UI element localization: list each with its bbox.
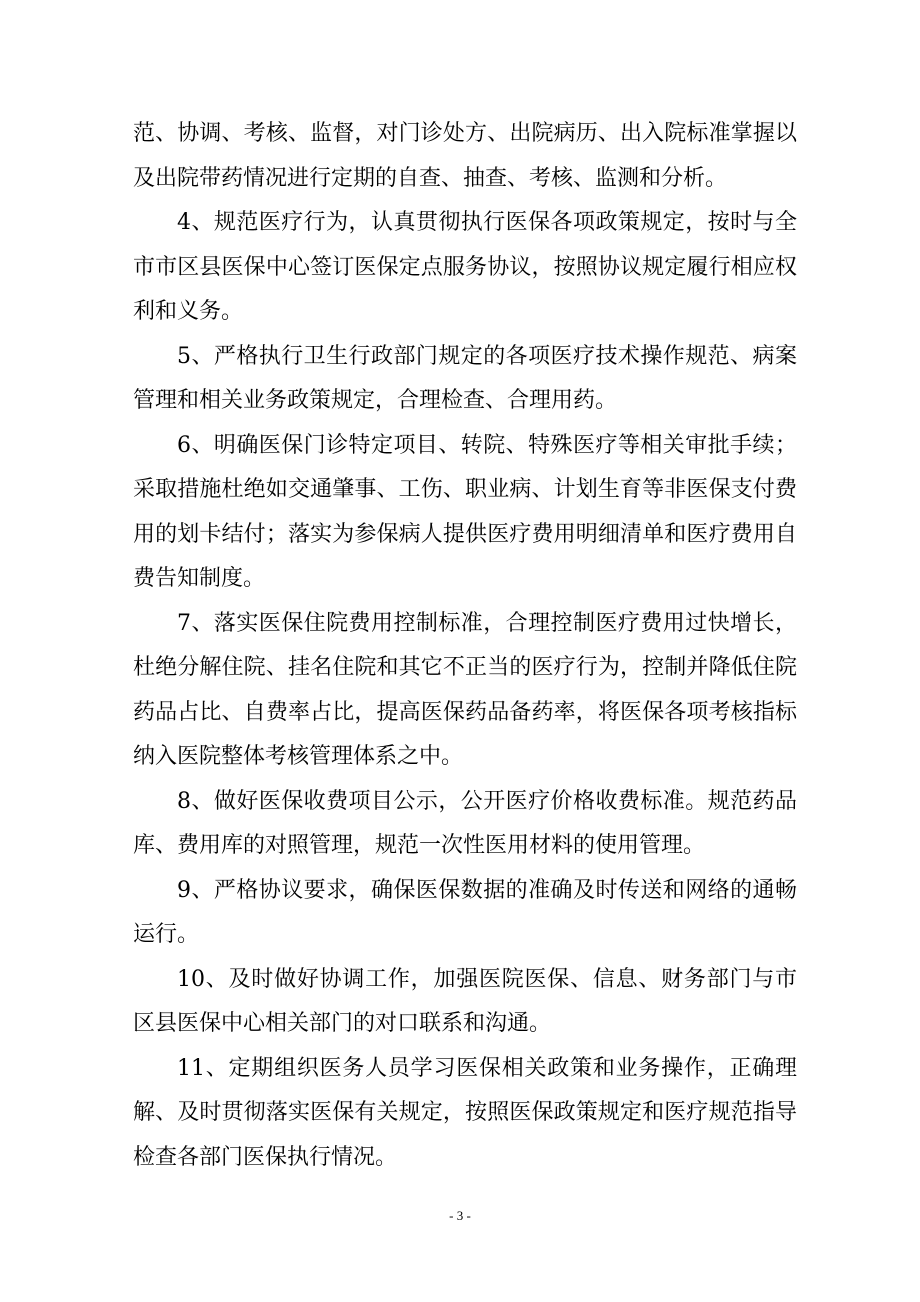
paragraph-item-4: 4、规范医疗行为，认真贯彻执行医保各项政策规定，按时与全市市区县医保中心签订医保定点服务协议，按照协议规定履行相应权利和义务。 [133,210,797,324]
paragraph-item-6: 6、明确医保门诊特定项目、转院、特殊医疗等相关审批手续；采取措施杜绝如交通肇事、工伤、职业病、计划生育等非医保支付费用的划卡结付；落实为参保病人提供医疗费用明细清单和医疗费用自费告知制度。 [133,432,797,591]
paragraph-item-11: 11、定期组织医务人员学习医保相关政策和业务操作，正确理解、及时贯彻落实医保有关规定，按照医保政策规定和医疗规范指导检查各部门医保执行情况。 [133,1055,797,1170]
paragraph-continuation: 范、协调、考核、监督，对门诊处方、出院病历、出入院标准掌握以及出院带药情况进行定期的自查、抽查、考核、监测和分析。 [133,121,797,191]
paragraph-item-5: 5、严格执行卫生行政部门规定的各项医疗技术操作规范、病案管理和相关业务政策规定，合理检查、合理用药。 [133,343,797,413]
document-body [133,112,797,1180]
paragraph-item-7: 7、落实医保住院费用控制标准，合理控制医疗费用过快增长，杜绝分解住院、挂名住院和其它不正当的医疗行为，控制并降低住院药品占比、自费率占比，提高医保药品备药率，将医保各项考核指标纳入医院整体考核管理体系之中。 [133,610,797,769]
paragraph-item-8: 8、做好医保收费项目公示，公开医疗价格收费标准。规范药品库、费用库的对照管理，规范一次性医用材料的使用管理。 [133,788,797,858]
paragraph-item-10: 10、及时做好协调工作，加强医院医保、信息、财务部门与市区县医保中心相关部门的对口联系和沟通。 [133,966,797,1036]
paragraph-item-9: 9、严格协议要求，确保医保数据的准确及时传送和网络的通畅运行。 [133,877,797,947]
page-number: - 3 - [449,1208,471,1223]
